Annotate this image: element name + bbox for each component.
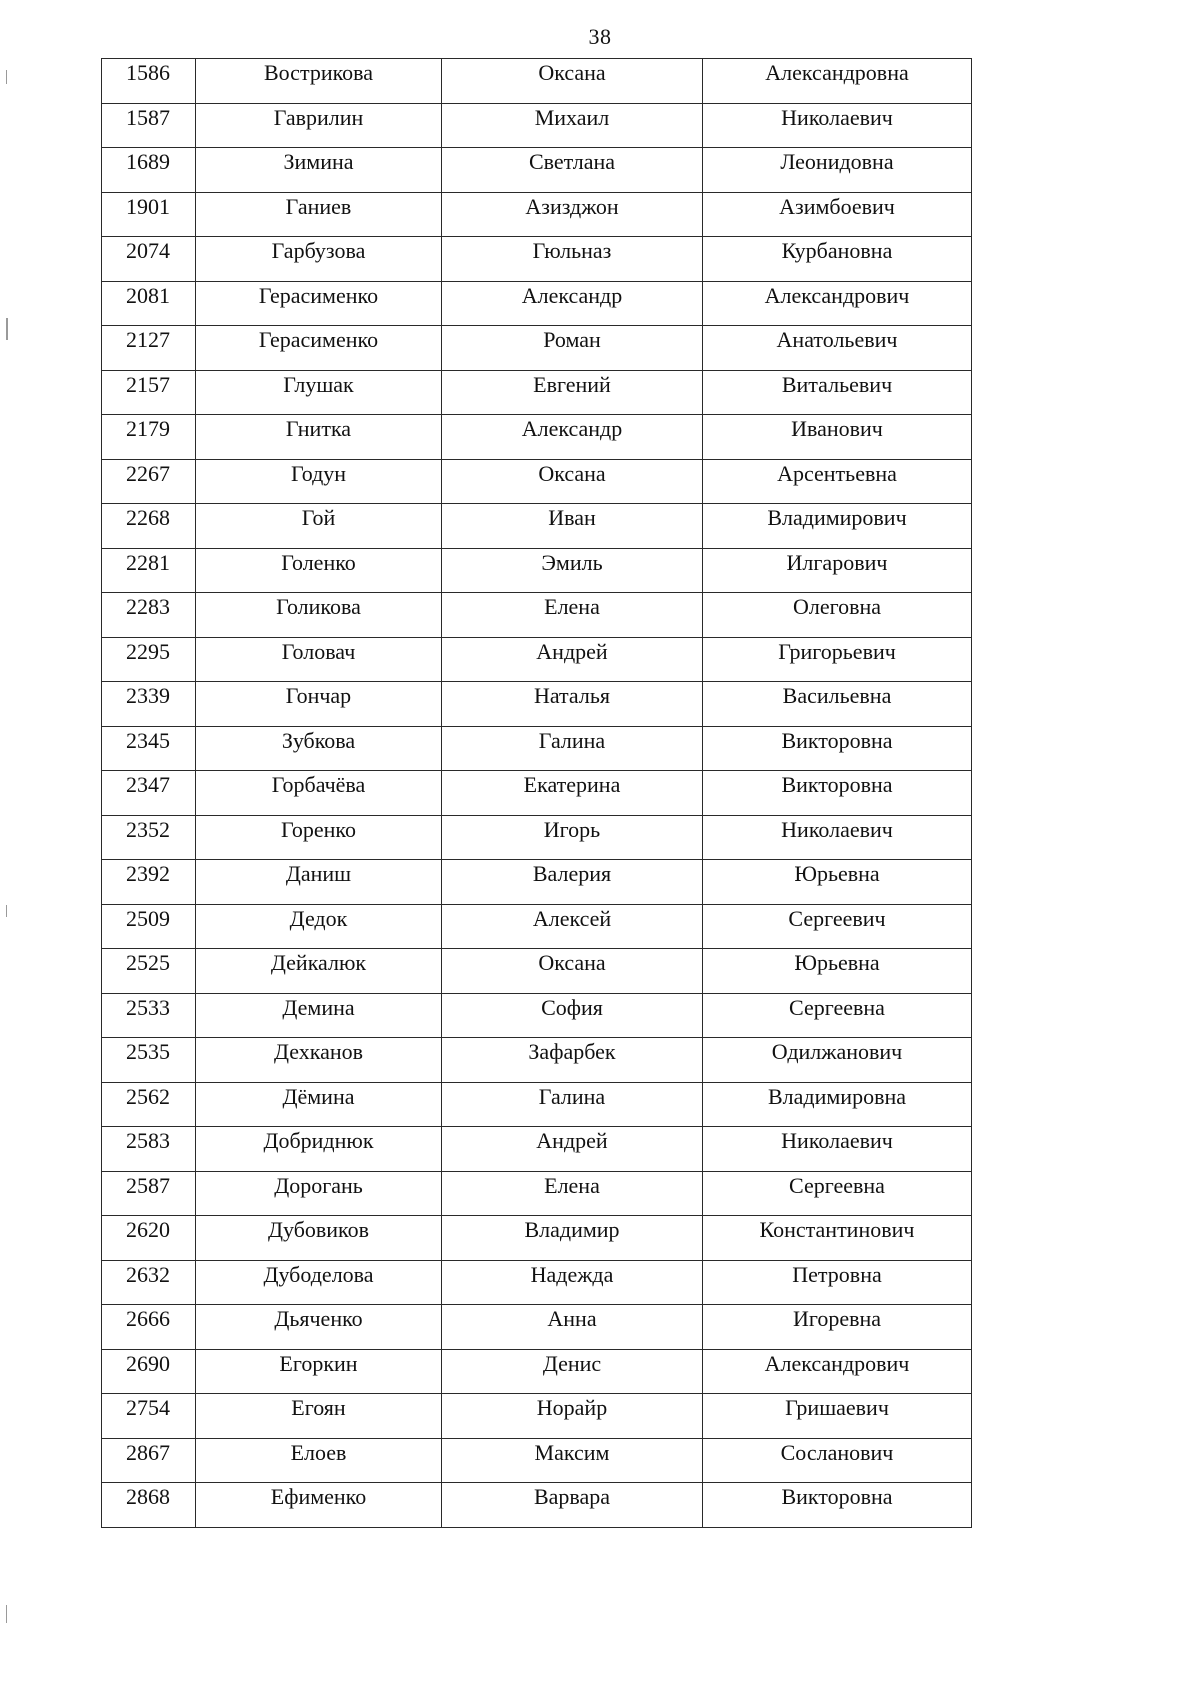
- scan-artifact: [6, 905, 7, 917]
- row-number-cell: 2666: [102, 1305, 196, 1350]
- first-name-cell: Владимир: [442, 1216, 703, 1261]
- patronymic-cell: Сергеевич: [703, 904, 972, 949]
- first-name-cell: Оксана: [442, 59, 703, 104]
- patronymic-cell: Сосланович: [703, 1438, 972, 1483]
- first-name-cell: Галина: [442, 1082, 703, 1127]
- last-name-cell: Елоев: [196, 1438, 442, 1483]
- table-row: [102, 548, 972, 593]
- row-number-cell: 2525: [102, 949, 196, 994]
- patronymic-cell: Сергеевна: [703, 1171, 972, 1216]
- row-number-cell: 2583: [102, 1127, 196, 1172]
- patronymic-cell: Азимбоевич: [703, 192, 972, 237]
- row-number-cell: 2562: [102, 1082, 196, 1127]
- patronymic-cell: Николаевич: [703, 815, 972, 860]
- table-row: [102, 1349, 972, 1394]
- first-name-cell: Евгений: [442, 370, 703, 415]
- row-number-cell: 2347: [102, 771, 196, 816]
- last-name-cell: Егоркин: [196, 1349, 442, 1394]
- last-name-cell: Демина: [196, 993, 442, 1038]
- row-number-cell: 2339: [102, 682, 196, 727]
- last-name-cell: Горбачёва: [196, 771, 442, 816]
- patronymic-cell: Григорьевич: [703, 637, 972, 682]
- first-name-cell: Валерия: [442, 860, 703, 905]
- table-row: [102, 1394, 972, 1439]
- row-number-cell: 2081: [102, 281, 196, 326]
- patronymic-cell: Юрьевна: [703, 949, 972, 994]
- first-name-cell: Зафарбек: [442, 1038, 703, 1083]
- patronymic-cell: Одилжанович: [703, 1038, 972, 1083]
- last-name-cell: Гончар: [196, 682, 442, 727]
- row-number-cell: 2620: [102, 1216, 196, 1261]
- first-name-cell: Наталья: [442, 682, 703, 727]
- first-name-cell: Елена: [442, 593, 703, 638]
- table-row: [102, 860, 972, 905]
- table-row: [102, 1127, 972, 1172]
- last-name-cell: Зимина: [196, 148, 442, 193]
- patronymic-cell: Илгарович: [703, 548, 972, 593]
- table-row: [102, 1260, 972, 1305]
- row-number-cell: 2632: [102, 1260, 196, 1305]
- last-name-cell: Герасименко: [196, 281, 442, 326]
- first-name-cell: Денис: [442, 1349, 703, 1394]
- table-row: [102, 370, 972, 415]
- row-number-cell: 2754: [102, 1394, 196, 1439]
- patronymic-cell: Викторовна: [703, 771, 972, 816]
- row-number-cell: 2690: [102, 1349, 196, 1394]
- row-number-cell: 2157: [102, 370, 196, 415]
- table-row: [102, 59, 972, 104]
- last-name-cell: Дейкалюк: [196, 949, 442, 994]
- last-name-cell: Дёмина: [196, 1082, 442, 1127]
- first-name-cell: Александр: [442, 415, 703, 460]
- patronymic-cell: Викторовна: [703, 1483, 972, 1528]
- last-name-cell: Дубовиков: [196, 1216, 442, 1261]
- last-name-cell: Дедок: [196, 904, 442, 949]
- scan-artifact: [6, 70, 7, 84]
- first-name-cell: Александр: [442, 281, 703, 326]
- row-number-cell: 2509: [102, 904, 196, 949]
- table-row: [102, 148, 972, 193]
- row-number-cell: 1587: [102, 103, 196, 148]
- patronymic-cell: Курбановна: [703, 237, 972, 282]
- row-number-cell: 2127: [102, 326, 196, 371]
- row-number-cell: 2268: [102, 504, 196, 549]
- patronymic-cell: Николаевич: [703, 103, 972, 148]
- table-row: [102, 815, 972, 860]
- last-name-cell: Ефименко: [196, 1483, 442, 1528]
- first-name-cell: Азизджон: [442, 192, 703, 237]
- last-name-cell: Герасименко: [196, 326, 442, 371]
- table-row: [102, 1216, 972, 1261]
- first-name-cell: Андрей: [442, 1127, 703, 1172]
- row-number-cell: 2267: [102, 459, 196, 504]
- first-name-cell: Алексей: [442, 904, 703, 949]
- patronymic-cell: Леонидовна: [703, 148, 972, 193]
- table-row: [102, 1171, 972, 1216]
- row-number-cell: 2392: [102, 860, 196, 905]
- first-name-cell: Гюльназ: [442, 237, 703, 282]
- table-row: [102, 593, 972, 638]
- last-name-cell: Добриднюк: [196, 1127, 442, 1172]
- row-number-cell: 2281: [102, 548, 196, 593]
- table-row: [102, 1305, 972, 1350]
- table-row: [102, 1082, 972, 1127]
- row-number-cell: 2533: [102, 993, 196, 1038]
- row-number-cell: 1901: [102, 192, 196, 237]
- last-name-cell: Гой: [196, 504, 442, 549]
- first-name-cell: Оксана: [442, 949, 703, 994]
- table-row: [102, 504, 972, 549]
- patronymic-cell: Александровна: [703, 59, 972, 104]
- patronymic-cell: Гришаевич: [703, 1394, 972, 1439]
- first-name-cell: Оксана: [442, 459, 703, 504]
- table-row: [102, 682, 972, 727]
- table-row: [102, 103, 972, 148]
- first-name-cell: Максим: [442, 1438, 703, 1483]
- row-number-cell: 2352: [102, 815, 196, 860]
- row-number-cell: 2074: [102, 237, 196, 282]
- last-name-cell: Егоян: [196, 1394, 442, 1439]
- table-row: [102, 637, 972, 682]
- patronymic-cell: Иванович: [703, 415, 972, 460]
- table-row: [102, 415, 972, 460]
- table-row: [102, 237, 972, 282]
- last-name-cell: Голенко: [196, 548, 442, 593]
- patronymic-cell: Анатольевич: [703, 326, 972, 371]
- first-name-cell: Норайр: [442, 1394, 703, 1439]
- patronymic-cell: Витальевич: [703, 370, 972, 415]
- last-name-cell: Дьяченко: [196, 1305, 442, 1350]
- row-number-cell: 2535: [102, 1038, 196, 1083]
- table-row: [102, 1438, 972, 1483]
- first-name-cell: Елена: [442, 1171, 703, 1216]
- first-name-cell: Надежда: [442, 1260, 703, 1305]
- patronymic-cell: Константинович: [703, 1216, 972, 1261]
- last-name-cell: Вострикова: [196, 59, 442, 104]
- table-row: [102, 904, 972, 949]
- first-name-cell: Галина: [442, 726, 703, 771]
- table-row: [102, 281, 972, 326]
- table-row: [102, 1038, 972, 1083]
- first-name-cell: Игорь: [442, 815, 703, 860]
- patronymic-cell: Владимировна: [703, 1082, 972, 1127]
- first-name-cell: Иван: [442, 504, 703, 549]
- last-name-cell: Годун: [196, 459, 442, 504]
- row-number-cell: 1586: [102, 59, 196, 104]
- first-name-cell: Варвара: [442, 1483, 703, 1528]
- patronymic-cell: Петровна: [703, 1260, 972, 1305]
- last-name-cell: Даниш: [196, 860, 442, 905]
- row-number-cell: 2587: [102, 1171, 196, 1216]
- patronymic-cell: Васильевна: [703, 682, 972, 727]
- table-row: [102, 993, 972, 1038]
- row-number-cell: 2283: [102, 593, 196, 638]
- table-row: [102, 1483, 972, 1528]
- last-name-cell: Гаврилин: [196, 103, 442, 148]
- table-row: [102, 192, 972, 237]
- first-name-cell: Михаил: [442, 103, 703, 148]
- last-name-cell: Ганиев: [196, 192, 442, 237]
- first-name-cell: Екатерина: [442, 771, 703, 816]
- patronymic-cell: Игоревна: [703, 1305, 972, 1350]
- scan-artifact: [6, 1605, 7, 1623]
- last-name-cell: Дорогань: [196, 1171, 442, 1216]
- row-number-cell: 1689: [102, 148, 196, 193]
- patronymic-cell: Арсентьевна: [703, 459, 972, 504]
- names-table: [101, 58, 972, 1528]
- table-row: [102, 459, 972, 504]
- names-table-body: [102, 59, 972, 1528]
- last-name-cell: Голикова: [196, 593, 442, 638]
- last-name-cell: Горенко: [196, 815, 442, 860]
- first-name-cell: Светлана: [442, 148, 703, 193]
- table-row: [102, 726, 972, 771]
- patronymic-cell: Юрьевна: [703, 860, 972, 905]
- first-name-cell: София: [442, 993, 703, 1038]
- patronymic-cell: Николаевич: [703, 1127, 972, 1172]
- patronymic-cell: Александрович: [703, 281, 972, 326]
- first-name-cell: Эмиль: [442, 548, 703, 593]
- patronymic-cell: Владимирович: [703, 504, 972, 549]
- last-name-cell: Дехканов: [196, 1038, 442, 1083]
- table-row: [102, 326, 972, 371]
- row-number-cell: 2345: [102, 726, 196, 771]
- first-name-cell: Андрей: [442, 637, 703, 682]
- last-name-cell: Головач: [196, 637, 442, 682]
- table-row: [102, 949, 972, 994]
- last-name-cell: Гарбузова: [196, 237, 442, 282]
- row-number-cell: 2179: [102, 415, 196, 460]
- scan-artifact: [6, 318, 8, 340]
- table-row: [102, 771, 972, 816]
- last-name-cell: Глушак: [196, 370, 442, 415]
- last-name-cell: Гнитка: [196, 415, 442, 460]
- first-name-cell: Роман: [442, 326, 703, 371]
- row-number-cell: 2868: [102, 1483, 196, 1528]
- patronymic-cell: Олеговна: [703, 593, 972, 638]
- row-number-cell: 2867: [102, 1438, 196, 1483]
- last-name-cell: Зубкова: [196, 726, 442, 771]
- row-number-cell: 2295: [102, 637, 196, 682]
- first-name-cell: Анна: [442, 1305, 703, 1350]
- page-number: 38: [588, 24, 612, 49]
- patronymic-cell: Викторовна: [703, 726, 972, 771]
- patronymic-cell: Сергеевна: [703, 993, 972, 1038]
- last-name-cell: Дубоделова: [196, 1260, 442, 1305]
- patronymic-cell: Александрович: [703, 1349, 972, 1394]
